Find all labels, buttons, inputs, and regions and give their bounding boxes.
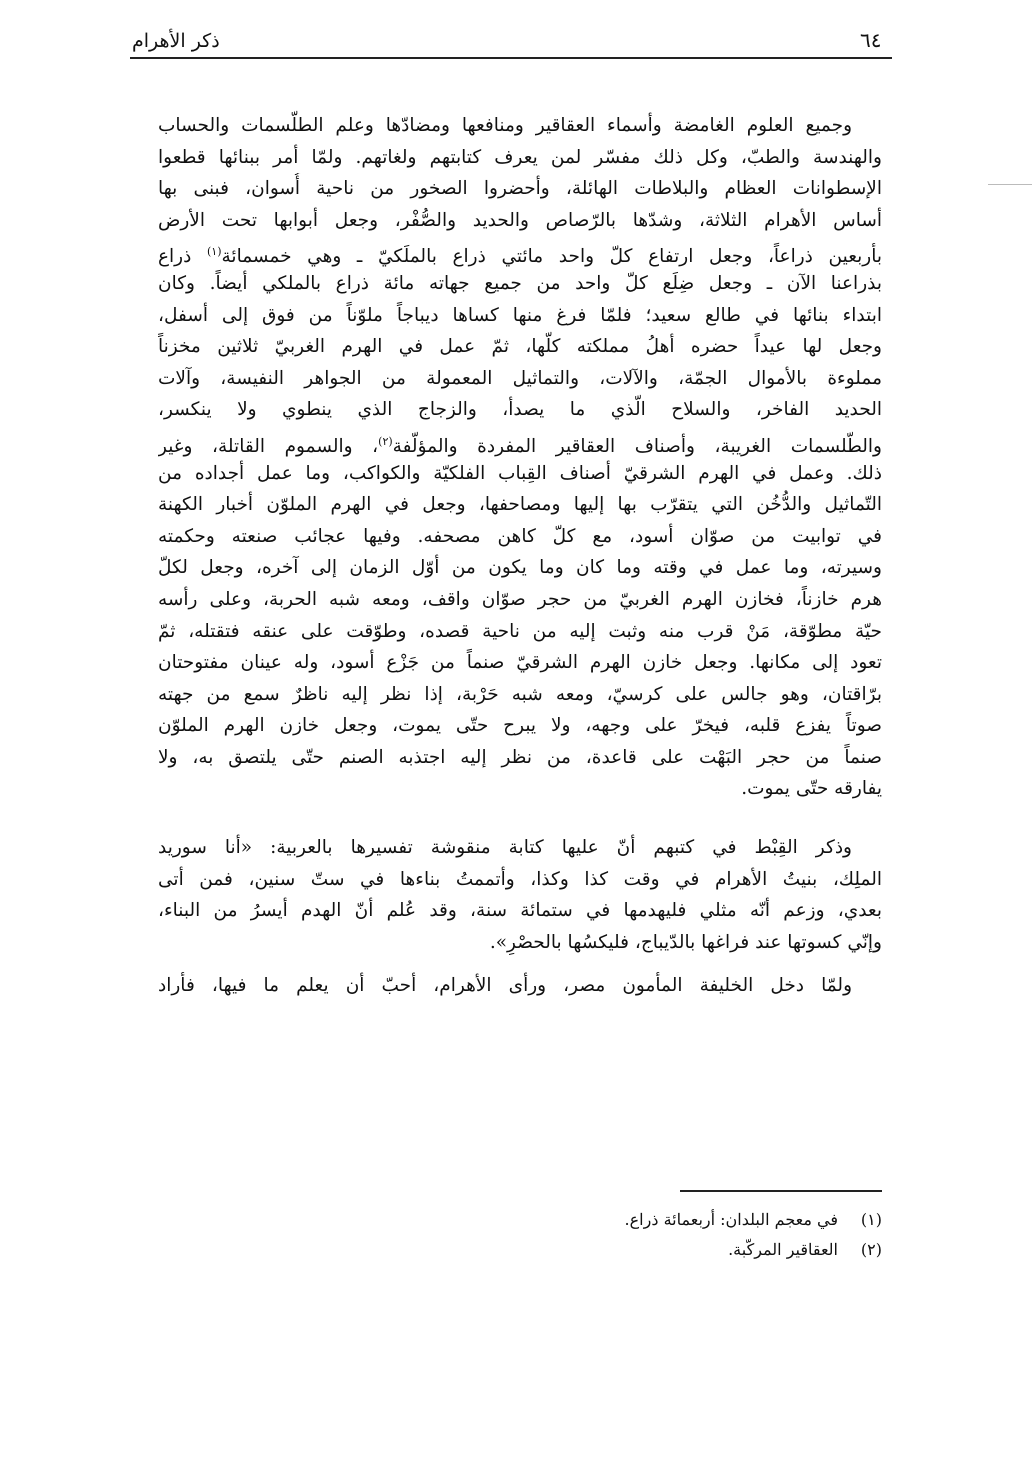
text-line: [158, 426, 882, 458]
text-line: بعدي، وزعم أنّه مثلي فليهدمها في ستمائة سنة، وقد عُلم أنّ الهدم أيسرُ من البناء،: [158, 900, 882, 922]
paragraph-gap: [158, 958, 882, 970]
paragraph-2: [158, 832, 882, 958]
text-line: [158, 236, 882, 268]
running-header-title: ذكر الأهرام: [132, 30, 220, 52]
text-line: برّاقتان، وهو جالس على كرسيّ، ومعه شبه حَرْبة، إذا نظر إليه ناظرٌ سمع من جهته: [158, 683, 882, 705]
footnote-text: العقاقير المركّبة.: [728, 1240, 838, 1259]
text-segment: ، والسموم القاتلة، وغير: [158, 436, 379, 458]
header-rule: [130, 57, 892, 59]
main-text: [158, 110, 882, 1002]
text-line: وذكر القِبْط في كتبهم أنّ عليها كتابة منقوشة تفسيرها بالعربية: «أنا سوريد: [158, 837, 852, 859]
text-line: الحديد الفاخر، والسلاح الّذي ما يصدأ، والزجاج الذي ينطوي ولا ينكسر،: [158, 399, 882, 421]
text-line: في توابيت من صوّان أسود، مع كلّ كاهن مصحفه. وفيها عجائب صنعته وحكمته: [158, 525, 882, 547]
text-line: حيّة مطوّقة، مَنْ قرب منه وثبت إليه من ناحية قصده، وطوّقت على عنقه فتقتله، ثمّ: [158, 620, 882, 642]
footnotes: [500, 1205, 882, 1265]
footnote-ref-2[interactable]: (٢): [378, 434, 393, 448]
text-segment: ذراع: [158, 246, 192, 268]
text-line: الملِك، بنيتُ الأهرام في وقت كذا وكذا، وأتممتُ بناءها في ستّ سنين، فمن أتى: [158, 868, 882, 890]
footnote-text: في معجم البلدان: أربعمائة ذراع.: [624, 1210, 838, 1229]
text-line: صوتاً يفزع قلبه، فيخرّ على وجهه، ولا يبرح حتّى يموت، وجعل خازن الهرم الملوّن: [158, 715, 882, 737]
footnote-ref-1[interactable]: (١): [207, 245, 222, 259]
text-line: بذراعنا الآن ـ وجعل ضِلَع كلّ واحد من جميع جهاته مائة ذراع بالملكي أيضاً. وكان: [158, 272, 882, 294]
text-line: وجعل لها عيداً حضره أهلُ مملكته كلّها، ثمّ عمل في الهرم الغربيّ ثلاثين مخزناً: [158, 336, 882, 358]
text-line: صنماً من حجر البَهْت على قاعدة، من نظر إليه اجتذبه الصنم حتّى يلتصق به، ولا: [158, 746, 882, 768]
text-segment: بأربعين ذراعاً، وجعل ارتفاع كلّ واحد مائتي ذراع بالملَكيّ ـ وهي خمسمائة: [221, 246, 882, 268]
footnote-number: (٢): [860, 1240, 882, 1259]
footnote-1: [500, 1205, 882, 1235]
text-line: أساس الأهرام الثلاثة، وشدّها بالرّصاص والحديد والصُّفْر، وجعل أبوابها تحت الأرض: [158, 209, 882, 231]
text-line: وسيرته، وما عمل في وقته وما كان وما يكون من أوّل الزمان إلى آخره، وجعل لكلّ: [158, 557, 882, 579]
paragraph-3: [158, 970, 882, 1002]
text-line: والهندسة والطبّ، وكل ذلك مفسّر لمن يعرف كتابتهم ولغاتهم. ولمّا أمر ببنائها قطعوا: [158, 146, 882, 168]
paragraph-1: [158, 110, 882, 805]
footnote-rule: [680, 1190, 882, 1192]
text-line: تعود إلى مكانها. وجعل خازن الهرم الشرقيّ صنماً من جَزْع أسود، وله عينان مفتوحتان: [158, 652, 882, 674]
paragraph-gap: [158, 805, 882, 832]
margin-mark: [988, 184, 1032, 185]
text-line: هرم خازناً، فخازن الهرم الغربيّ من حجر صوّان واقف، ومعه شبه الحربة، وعلى رأسه: [158, 588, 882, 610]
text-line: ابتداء بنائها في طالع سعيد؛ فلمّا فرغ منها كساها ديباجاً ملوّناً من فوق إلى أسفل،: [158, 304, 882, 326]
text-line: التّماثيل والدُّخُن التي يتقرّب بها إليها ومصاحفها، وجعل في الهرم الملوّن أخبار الكهنة: [158, 494, 882, 516]
text-segment: والطّلسمات الغريبة، وأصناف العقاقير المفردة والمؤلّفة: [392, 436, 882, 458]
text-line: وجميع العلوم الغامضة وأسماء العقاقير ومنافعها ومضادّها وعلم الطلّسمات والحساب: [158, 115, 852, 136]
footnote-2: [500, 1235, 882, 1265]
text-line: وإنّي كسوتها عند فراغها بالدّيباج، فليكسُها بالحصْرِ».: [489, 931, 882, 953]
text-line: الإسطوانات العظام والبلاطات الهائلة، وأحضروا الصخور من ناحية أُسوان، فبنى بها: [158, 178, 882, 200]
text-line: يفارقه حتّى يموت.: [741, 778, 882, 800]
text-line: ذلك. وعمل في الهرم الشرقيّ أصناف القِباب الفلكيّة والكواكب، وما عمل أجداده من: [158, 462, 882, 484]
footnote-number: (١): [860, 1210, 882, 1229]
text-line: ولمّا دخل الخليفة المأمون مصر، ورأى الأهرام، أحبّ أن يعلم ما فيها، فأراد: [158, 975, 852, 997]
text-line: مملوءة بالأموال الجمّة، والآلات، والتماثيل المعمولة من الجواهر النفيسة، وآلات: [158, 367, 882, 389]
page-number: ٦٤: [860, 28, 882, 52]
